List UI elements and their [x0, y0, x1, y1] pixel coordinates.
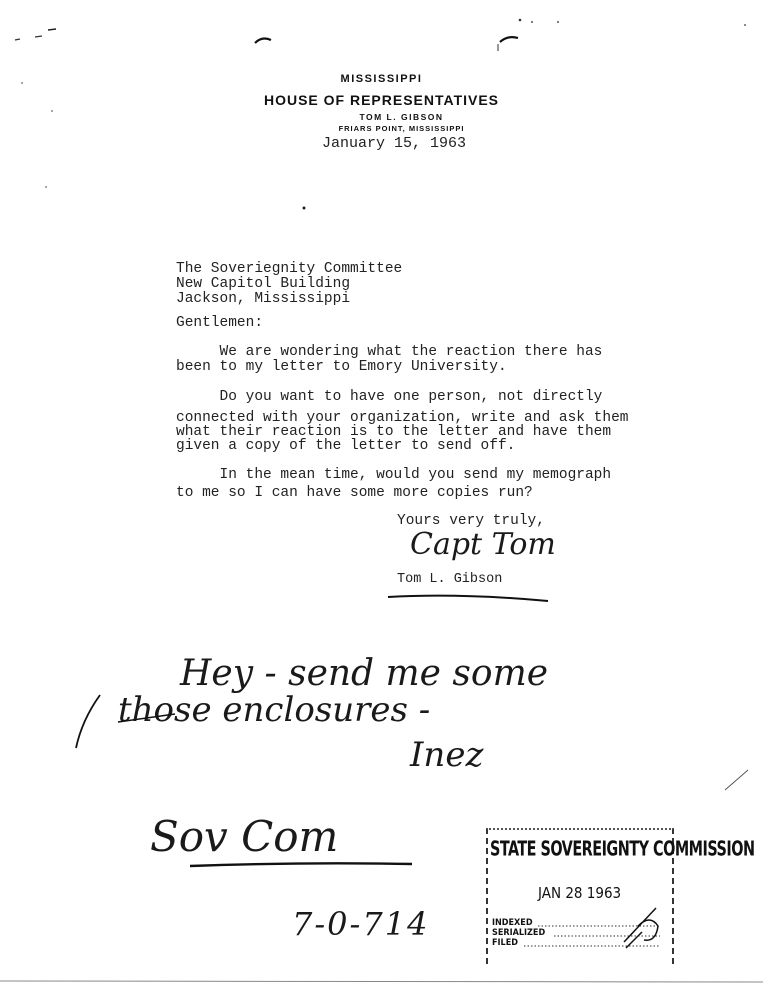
scan-marks	[0, 0, 763, 220]
file-number: 7-0-714	[292, 905, 430, 943]
letterhead-state: MISSISSIPPI	[340, 73, 423, 85]
address-line-3: Jackson, Mississippi	[176, 291, 351, 307]
handnote-marks	[60, 690, 740, 810]
stamp-serialized: SERIALIZED	[492, 928, 546, 938]
paragraph-3-line-1: In the mean time, would you send my memograph	[176, 467, 612, 483]
stamp-title: STATE SOVEREIGNTY COMMISSION	[490, 836, 755, 861]
page-bottom-edge	[0, 975, 763, 987]
paragraph-2-line-2: connected with your organization, write and ask them	[176, 410, 629, 426]
signature-underline	[380, 590, 560, 610]
paragraph-2-line-4: given a copy of the letter to send off.	[176, 438, 516, 454]
paragraph-1-line-2: been to my letter to Emory University.	[176, 359, 507, 375]
paragraph-2-line-1: Do you want to have one person, not directly	[176, 389, 603, 405]
paragraph-3-line-2: to me so I can have some more copies run?	[176, 485, 533, 501]
sov-com-underline	[180, 858, 420, 874]
letterhead-member: TOM L. GIBSON	[359, 112, 444, 122]
closing: Yours very truly,	[397, 513, 545, 529]
paragraph-1-line-1: We are wondering what the reaction there has	[176, 344, 603, 360]
letterhead-town: FRIARS POINT, MISSISSIPPI	[338, 124, 465, 133]
salutation: Gentlemen:	[176, 315, 264, 331]
handnote-line-1: Hey - send me some	[180, 653, 549, 694]
stamp-dotted-lines	[488, 830, 755, 964]
handnote-initial: Inez	[410, 735, 484, 775]
handnote-line-2: those enclosures -	[118, 690, 431, 730]
letterhead-house: HOUSE OF REPRESENTATIVES	[263, 92, 500, 108]
paragraph-2-line-3: what their reaction is to the letter and have them	[176, 424, 612, 440]
stamp-indexed: INDEXED	[492, 918, 533, 928]
typed-name: Tom L. Gibson	[397, 572, 503, 587]
received-stamp	[486, 828, 755, 964]
stamp-date: JAN 28 1963	[538, 884, 622, 902]
address-line-2: New Capitol Building	[176, 276, 351, 292]
sov-com-note: Sov Com	[150, 812, 339, 861]
address-line-1: The Soveriegnity Committee	[176, 261, 403, 277]
stamp-filed: FILED	[492, 938, 518, 948]
signature: Capt Tom	[410, 527, 556, 562]
letter-date: January 15, 1963	[322, 135, 467, 152]
